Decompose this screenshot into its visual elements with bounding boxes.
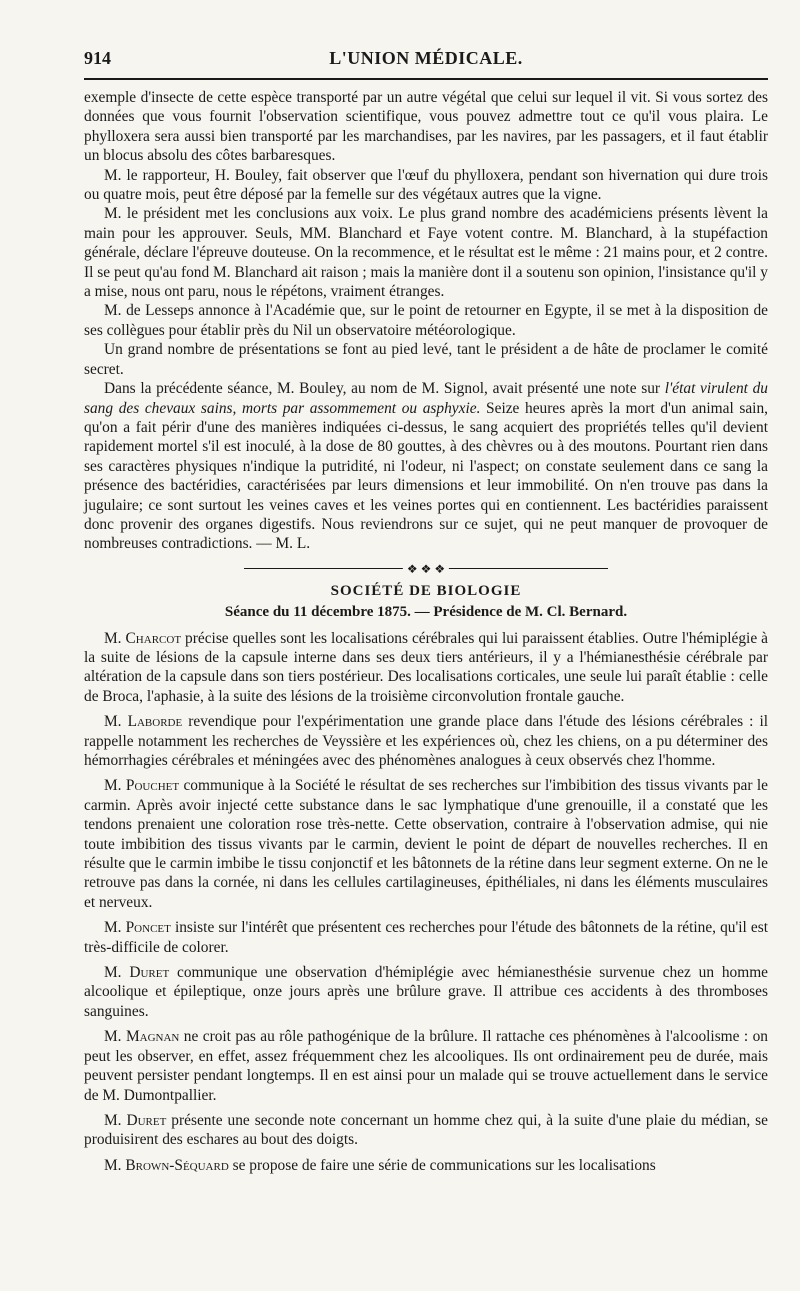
paragraph-text: précise quelles sont les localisations cérébrales qui lui paraissent établies. Outre l'hémiplégie à la suite de lésions de la capsule interne dans ses deux tiers antérieurs, il y a l'hémianesthésie cérébrale par altération de la capsule dans son tiers postérieur. Des localisations corticales, une seule lui paraît établie : celle de Broca, l'aphasie, à la suite des lésions de la troisième circonvolution frontale gauche. [84, 629, 768, 705]
session-line: Séance du 11 décembre 1875. — Présidence de M. Cl. Bernard. [224, 604, 628, 621]
speaker-prefix: M. [104, 629, 126, 647]
paragraph [84, 963, 768, 1021]
section-ornament [84, 560, 768, 578]
paragraph [84, 776, 768, 912]
speaker-prefix: M. [104, 777, 126, 795]
speaker-name: Poncet [125, 919, 171, 937]
paragraph [84, 1027, 768, 1105]
text-run: Seize heures après la mort d'un animal sain, qu'on a fait périr d'une des manières indiquées ci-dessus, le sang acquiert des propriétés telles qu'il devient rapidement mortel s'il est inoculé, à la dose de 80 gouttes, à des chèvres ou à des moutons. Pourtant rien dans ses caractères physiques n'indique la putridité, ni l'odeur, ni l'aspect; on constate seulement dans ce sang la présence des bactéridies, caractérisées par leurs dimensions et leur immobilité. On n'en trouve pas dans la jugulaire; ce sont surtout les veines caves et les veines portes qui en contiennent. Les bactéridies paraissent donc provenir des organes digestifs. Nous reviendrons sur ce sujet, qui ne peut manquer de provoquer de nombreuses contradictions. — M. L. [84, 399, 768, 553]
paragraph-text: communique une observation d'hémiplégie avec hémianesthésie survenue chez un homme alcoolique et épileptique, onze jours après une brûlure grave. Il attribue ces accidents à des thromboses sanguines. [84, 964, 768, 1020]
paragraph [84, 1111, 768, 1150]
paragraph-signol [84, 379, 768, 554]
paragraph-text: communique à la Société le résultat de ses recherches sur l'imbibition des tissus vivants par le carmin. Après avoir injecté cette substance dans le sac lymphatique d'une grenouille, il a constaté que les tendons prenaient une coloration rose très-nette. Cette observation, contraire à l'observation admise, qui nie toute imbibition des tissus vivants par le carmin, devient le point de départ de nouvelles recherches. Il en résulte que le carmin imbibe le tissu conjonctif et les bâtonnets de la rétine dans leur segment externe. On ne le retrouve pas dans la cornée, ni dans les cellules cartilagineuses, épithéliales, ni dans les éléments musculaires et nerveux. [84, 777, 768, 911]
paragraph: M. le rapporteur, H. Bouley, fait observer que l'œuf du phylloxera, pendant son hivernation qui dure trois ou quatre mois, peut être déposé par la femelle sur des végétaux autres que la vigne. [84, 166, 768, 204]
running-title: L'UNION MÉDICALE. [329, 48, 523, 68]
speaker-name: Duret [129, 964, 170, 982]
paragraph [84, 1156, 768, 1175]
speaker-prefix: M. [104, 713, 128, 731]
speaker-prefix: M. [104, 919, 126, 937]
speaker-name: Brown-Séquard [125, 1156, 229, 1174]
speaker-prefix: M. [104, 1028, 126, 1046]
speaker-name: Laborde [127, 713, 183, 731]
paragraph-text: insiste sur l'intérêt que présentent ces recherches pour l'étude des bâtonnets de la rétine, qu'il est très-difficile de colorer. [84, 919, 768, 956]
paragraph [84, 629, 768, 707]
section-title: SOCIÉTÉ DE BIOLOGIE [330, 582, 522, 599]
speaker-name: Pouchet [125, 777, 180, 795]
ornament-glyphs: ❖ ❖ ❖ [403, 560, 449, 578]
italic-title: l'état virulent du sang des chevaux sains, morts par assommement ou asphyxie. [84, 380, 768, 417]
speaker-name: Magnan [125, 1028, 180, 1046]
paragraph: M. le président met les conclusions aux voix. Le plus grand nombre des académiciens présents lèvent la main pour les approuver. Seuls, MM. Blanchard et Faye votent contre. M. Blanchard, à la stupéfaction générale, déclare l'épreuve douteuse. On la recommence, et le résultat est le même : 21 mains pour, et 2 contre. Il se peut qu'au fond M. Blanchard ait raison ; mais la manière dont il a soutenu son opinion, l'insistance qu'il y a mise, nous ont paru, nous le répétons, vraiment étranges. [84, 205, 768, 301]
header-rule [84, 78, 768, 80]
speaker-prefix: M. [104, 1156, 126, 1174]
paragraph: M. de Lesseps annonce à l'Académie que, sur le point de retourner en Egypte, il se met à la disposition de ses collègues pour établir près du Nil un observatoire météorologique. [84, 302, 768, 339]
paragraph-text: ne croit pas au rôle pathogénique de la brûlure. Il rattache ces phénomènes à l'alcoolisme : on peut les observer, en effet, assez fréquemment chez les alcooliques. Ils ont ordinairement peu de durée, mais peuvent persister pendant longtemps. Il en est ainsi pour un malade qui se trouve actuellement dans le service de M. Dumontpallier. [84, 1028, 768, 1104]
speaker-prefix: M. [104, 964, 130, 982]
text-run: Dans la précédente séance, M. Bouley, au nom de M. Signol, avait présenté une note sur [104, 380, 665, 398]
page-header [84, 48, 768, 76]
page-number: 914 [84, 48, 111, 68]
speaker-name: Charcot [125, 629, 182, 647]
speaker-name: Duret [126, 1111, 167, 1129]
paragraph [84, 918, 768, 957]
paragraph-text: présente une seconde note concernant un homme chez qui, à la suite d'une plaie du médian, se produisirent des eschares au bout des doigts. [84, 1111, 768, 1149]
speaker-prefix: M. [104, 1111, 127, 1129]
article-body [84, 88, 768, 1175]
paragraph-text: se propose de faire une série de communications sur les localisations [228, 1156, 656, 1174]
paragraph: exemple d'insecte de cette espèce transporté par un autre végétal que celui sur lequel il vit. Si vous sortez des données que vous fournit l'observation scientifique, vous pouvez admettre tout ce qu'il vous plaira. Le phylloxera sera aussi bien transporté par les marchandises, par les navires, par les passagers, et il faut établir un blocus absolu des côtes barbaresques. [84, 89, 768, 165]
paragraph: Un grand nombre de présentations se font au pied levé, tant le président a de hâte de proclamer le comité secret. [84, 341, 768, 378]
paragraph [84, 712, 768, 770]
paragraph-text: revendique pour l'expérimentation une grande place dans l'étude des lésions cérébrales : il rappelle notamment les recherches de Veyssière et les expériences où, chez les chiens, on a pu déterminer des hémorrhagies cérébrales et méningées avec des phénomènes analogues à ceux observés chez l'homme. [84, 713, 768, 769]
